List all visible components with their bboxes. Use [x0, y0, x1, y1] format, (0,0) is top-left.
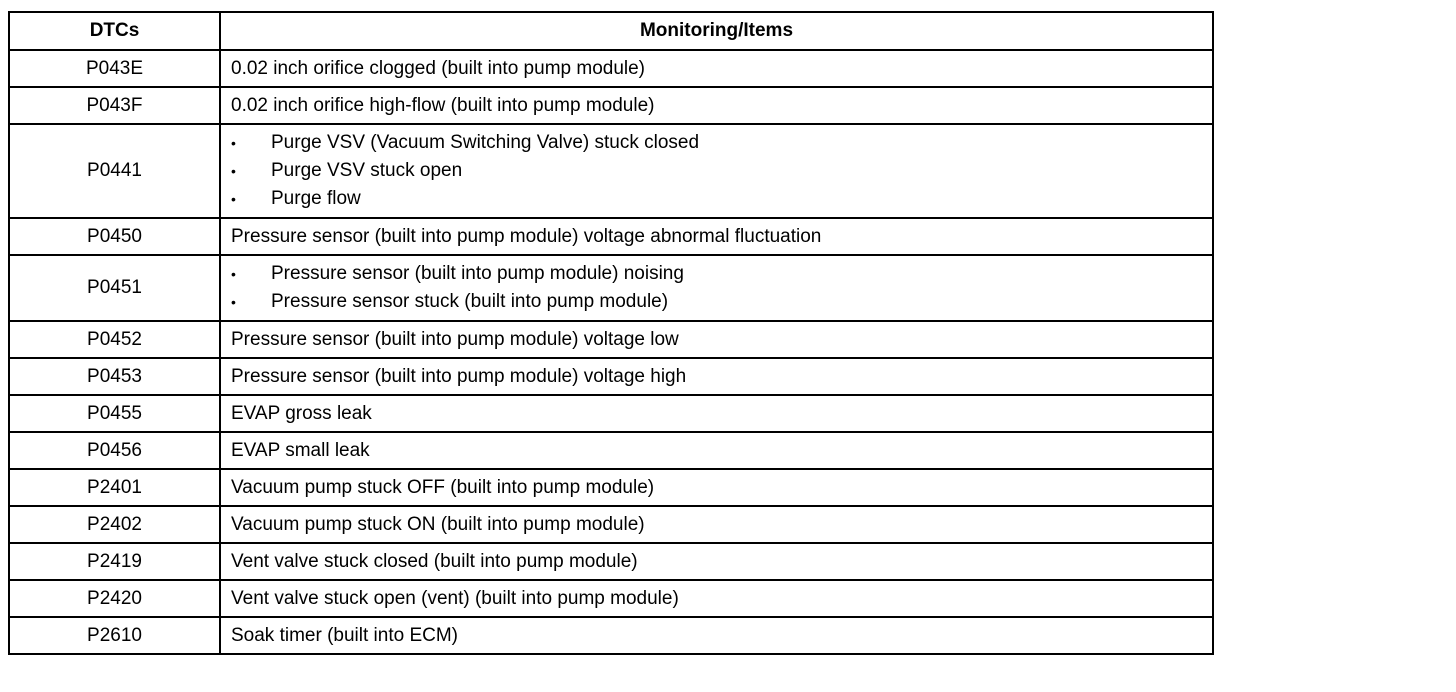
monitoring-items-cell	[220, 506, 1213, 543]
dtc-code-cell: P0452	[9, 321, 220, 358]
monitoring-item: EVAP small leak	[231, 439, 370, 461]
table-row	[9, 358, 1213, 395]
monitoring-items-cell	[220, 321, 1213, 358]
monitoring-item: Vent valve stuck open (vent) (built into pump module)	[231, 587, 679, 609]
table-row	[9, 321, 1213, 358]
monitoring-item: • Pressure sensor stuck (built into pump module)	[231, 288, 1202, 316]
monitoring-items-cell	[220, 543, 1213, 580]
dtc-code-cell: P2419	[9, 543, 220, 580]
table-row	[9, 218, 1213, 255]
monitoring-items-list	[231, 125, 1202, 217]
monitoring-item: Pressure sensor (built into pump module) voltage high	[231, 365, 687, 387]
table-row	[9, 87, 1213, 124]
monitoring-item: Pressure sensor (built into pump module) voltage low	[231, 328, 679, 350]
dtc-monitoring-table	[8, 11, 1214, 655]
monitoring-items-cell	[220, 124, 1213, 218]
table-row	[9, 432, 1213, 469]
monitoring-items-cell	[220, 218, 1213, 255]
dtc-code-cell: P0450	[9, 218, 220, 255]
monitoring-item: Vent valve stuck closed (built into pump module)	[231, 550, 638, 572]
monitoring-items-cell	[220, 469, 1213, 506]
monitoring-items-cell	[220, 432, 1213, 469]
dtc-code-cell: P0453	[9, 358, 220, 395]
dtc-code-cell: P2420	[9, 580, 220, 617]
monitoring-item: 0.02 inch orifice clogged (built into pump module)	[231, 57, 646, 79]
monitoring-item: • Purge VSV stuck open	[231, 157, 1202, 185]
monitoring-items-cell	[220, 50, 1213, 87]
table-row	[9, 580, 1213, 617]
table-row	[9, 469, 1213, 506]
dtc-code-cell: P0441	[9, 124, 220, 218]
monitoring-item: Soak timer (built into ECM)	[231, 624, 459, 646]
monitoring-items-cell	[220, 255, 1213, 321]
monitoring-items-cell	[220, 617, 1213, 654]
dtc-code-cell: P2401	[9, 469, 220, 506]
dtc-code-cell: P2402	[9, 506, 220, 543]
monitoring-item: Pressure sensor (built into pump module) voltage abnormal fluctuation	[231, 225, 822, 247]
monitoring-item: • Pressure sensor (built into pump module) noising	[231, 260, 1202, 288]
table-row	[9, 506, 1213, 543]
dtc-code-cell: P0456	[9, 432, 220, 469]
table-row	[9, 50, 1213, 87]
dtc-code-cell: P043F	[9, 87, 220, 124]
monitoring-items-cell	[220, 87, 1213, 124]
monitoring-items-cell	[220, 580, 1213, 617]
dtc-code-cell: P0451	[9, 255, 220, 321]
column-header-monitoring-items: Monitoring/Items	[220, 12, 1213, 50]
dtc-code-cell: P2610	[9, 617, 220, 654]
monitoring-item: Vacuum pump stuck OFF (built into pump module)	[231, 476, 655, 498]
monitoring-item: EVAP gross leak	[231, 402, 372, 424]
monitoring-items-list	[231, 256, 1202, 320]
monitoring-item: • Purge flow	[231, 185, 1202, 213]
monitoring-item: • Purge VSV (Vacuum Switching Valve) stuck closed	[231, 129, 1202, 157]
table-row	[9, 255, 1213, 321]
monitoring-items-cell	[220, 395, 1213, 432]
monitoring-items-cell	[220, 358, 1213, 395]
table-row	[9, 395, 1213, 432]
table-row	[9, 543, 1213, 580]
table-row	[9, 617, 1213, 654]
monitoring-item: 0.02 inch orifice high-flow (built into pump module)	[231, 94, 655, 116]
table-header-row	[9, 12, 1213, 50]
table-row	[9, 124, 1213, 218]
dtc-code-cell: P043E	[9, 50, 220, 87]
table-body	[9, 50, 1213, 654]
monitoring-item: Vacuum pump stuck ON (built into pump module)	[231, 513, 645, 535]
column-header-dtcs: DTCs	[9, 12, 220, 50]
dtc-code-cell: P0455	[9, 395, 220, 432]
